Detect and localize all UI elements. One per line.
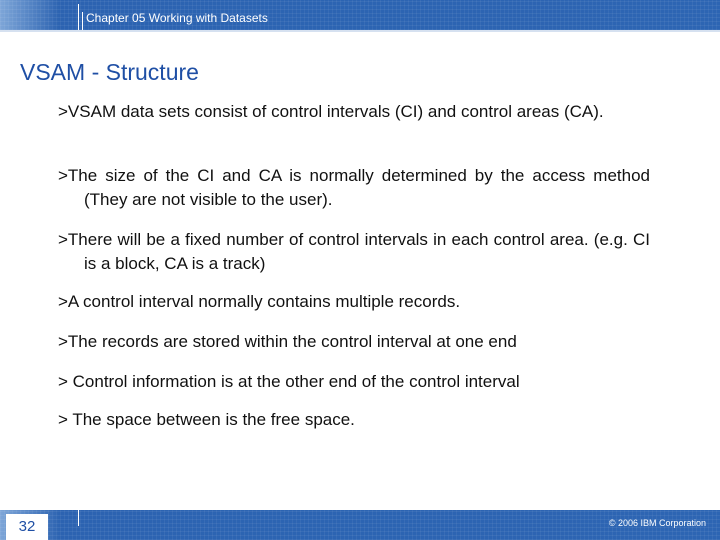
bullet-item: >The size of the CI and CA is normally determined by the access method (They are not visible to the user). [58,166,650,209]
page-number: 32 [18,518,36,535]
header-bar [0,0,720,30]
bullet-item: >A control interval normally contains multiple records. [58,292,461,311]
copyright-notice: © 2006 IBM Corporation [608,518,706,528]
header-divider-tick [82,12,83,30]
header-divider-tick [78,4,79,30]
bullet-item: >There will be a fixed number of control intervals in each control area. (e.g. CI is a block, CA is a track) [58,230,650,273]
page-number-box [6,514,48,540]
bullet-item: >VSAM data sets consist of control intervals (CI) and control areas (CA). [58,102,604,121]
chapter-title: Chapter 05 Working with Datasets [86,11,268,25]
bullet-item: >The records are stored within the control interval at one end [58,332,517,351]
bullet-item: > Control information is at the other end of the control interval [58,372,520,391]
footer-divider-tick [78,510,79,526]
slide-title: VSAM - Structure [20,59,199,85]
bullet-item: > The space between is the free space. [58,410,355,429]
header-underline [0,30,720,32]
